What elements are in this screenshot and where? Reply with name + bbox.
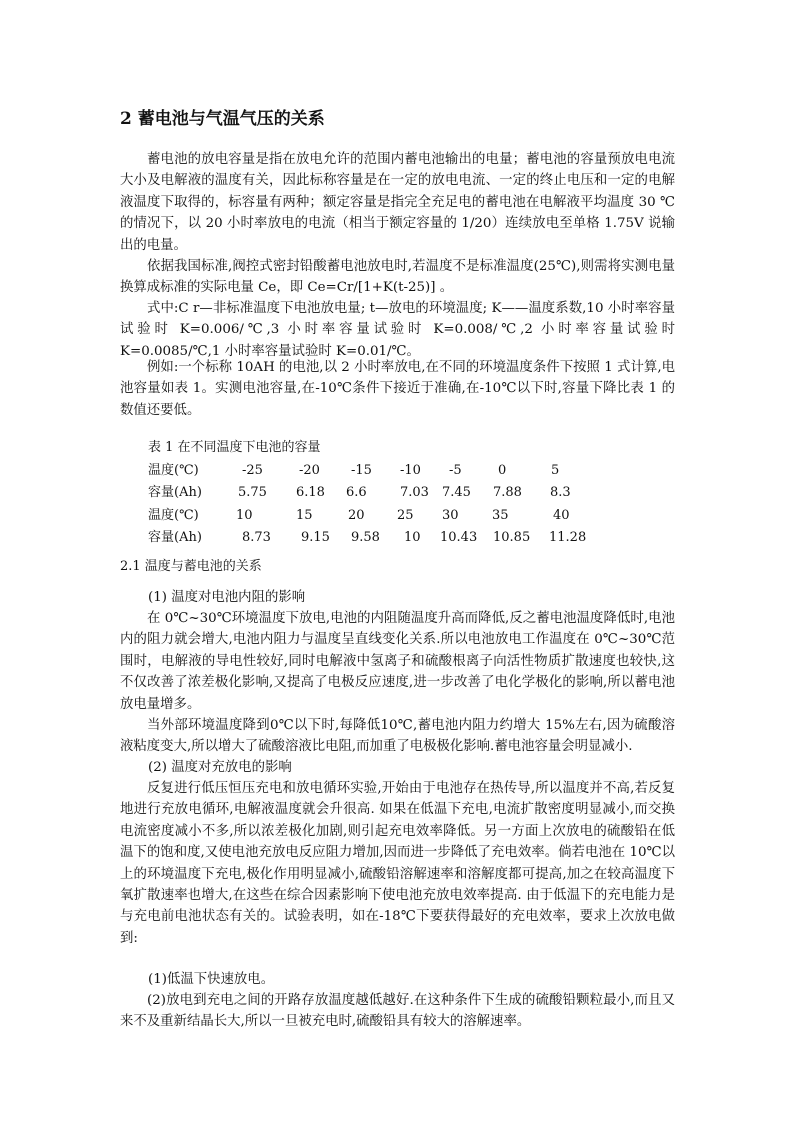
paragraph-formula-explanation: 式中:C r—非标准温度下电池放电量; t—放电的环境温度; K——温度系数,10 小时率容量试验时 K=0.006/℃,3 小时率容量试验时 K=0.008/℃,2 小时率容量试验时 K=0.0085/℃,1 小时率容量试验时 K=0.01/℃。 xyxy=(120,301,675,359)
table-cell: 15 xyxy=(296,507,313,523)
table-cell: 35 xyxy=(492,507,509,523)
section-heading: 2 蓄电池与气温气压的关系 xyxy=(120,109,325,129)
row-label: 容量(Ah) xyxy=(148,485,202,500)
table-cell: 5.75 xyxy=(238,485,267,500)
list-item: (2)放电到充电之间的开路存放温度越低越好.在这种条件下生成的硫酸铅颗粒最小,而且又来不及重新结晶长大,所以一旦被充电时,硫酸铅具有较大的溶解速率。 xyxy=(120,993,675,1030)
table-cell: 25 xyxy=(397,507,414,523)
row-label: 温度(℃) xyxy=(148,462,199,478)
row-label: 温度(℃) xyxy=(148,507,199,523)
paragraph-charge-discharge: 反复进行低压恒压充电和放电循环实验,开始由于电池存在热传导,所以温度并不高,若反复地进行充放电循环,电解液温度就会升很高. 如果在低温下充电,电流扩散密度明显减小,而交换电流密度减小不多,所以浓差极化加剧,则引起充电效率降低。另一方面上次放电的硫酸铅在低温下的饱和度,又使电池充放电反应阻力增加,因而进一步降低了充电效率。倘若电池在 10℃以上的环境温度下充电,极化作用明显减小,硫酸铅溶解速率和溶解度都可提高,加之在较高温度下氧扩散速率也增大,在这些在综合因素影响下使电池充放电效率提高. 由于低温下的充电能力是与充电前电池状态有关的。试验表明，如在-18℃下要获得最好的充电效率，要求上次放电做到: xyxy=(120,781,675,946)
subsection-title: 2.1 温度与蓄电池的关系 xyxy=(120,559,262,574)
table-cell: 0 xyxy=(498,462,507,478)
table-cell: -10 xyxy=(400,462,421,478)
table-cell: -5 xyxy=(449,462,462,478)
table-cell: -15 xyxy=(351,462,372,478)
table-cell: 6.18 xyxy=(296,485,325,500)
table-cell: 7.88 xyxy=(493,485,522,500)
subsection-item-title: (1) 温度对电池内阻的影响 xyxy=(148,590,306,605)
paragraph-low-temperature: 当外部环境温度降到0℃以下时,每降低10℃,蓄电池内阻力约增大 15%左右,因为硫酸溶液粘度变大,所以增大了硫酸溶液比电阻,而加重了电极极化影响.蓄电池容量会明显减小. xyxy=(120,718,675,755)
table-cell: 11.28 xyxy=(549,530,587,545)
table-caption: 表 1 在不同温度下电池的容量 xyxy=(148,440,321,455)
table-cell: 30 xyxy=(442,507,459,523)
table-cell: 5 xyxy=(551,462,560,478)
row-label: 容量(Ah) xyxy=(148,530,202,545)
table-cell: 10.85 xyxy=(493,530,531,545)
table-cell: 6.6 xyxy=(346,485,367,500)
table-cell: 7.03 xyxy=(400,485,429,500)
table-cell: 10 xyxy=(236,507,253,523)
table-cell: 9.15 xyxy=(301,530,330,545)
paragraph-standard-conversion: 依据我国标准,阀控式密封铅酸蓄电池放电时,若温度不是标准温度(25℃),则需将实测电量换算成标准的实际电量 Ce，即 Ce=Cr/[1+K(t-25)] 。 xyxy=(120,259,675,296)
table-cell: 8.3 xyxy=(550,485,571,500)
list-item: (1)低温下快速放电。 xyxy=(148,972,275,987)
table-cell: 20 xyxy=(348,507,365,523)
table-cell: 8.73 xyxy=(242,530,271,545)
table-cell: 7.45 xyxy=(442,485,471,500)
table-cell: -25 xyxy=(242,462,263,478)
table-cell: 40 xyxy=(553,507,570,523)
table-cell: 9.58 xyxy=(351,530,380,545)
table-cell: -20 xyxy=(299,462,320,478)
table-cell: 10.43 xyxy=(440,530,478,545)
paragraph-internal-resistance: 在 0℃~30℃环境温度下放电,电池的内阻随温度升高而降低,反之蓄电池温度降低时,电池内的阻力就会增大,电池内阻力与温度呈直线变化关系.所以电池放电工作温度在 0℃~30℃范围时，电解液的导电性较好,同时电解液中氢离子和硫酸根离子向活性物质扩散速度也较快,这不仅改善了浓差极化影响,又提高了电极反应速度,进一步改善了电化学极化的影响,所以蓄电池放电量增多。 xyxy=(120,611,675,712)
paragraph-example: 例如:一个标称 10AH 的电池,以 2 小时率放电,在不同的环境温度条件下按照 1 式计算,电池容量如表 1。实测电池容量,在-10℃条件下接近于准确,在-10℃以下时,容量下降比表 1 的数值还要低。 xyxy=(120,360,675,418)
paragraph-capacity-definition: 蓄电池的放电容量是指在放电允许的范围内蓄电池输出的电量；蓄电池的容量预放电电流大小及电解液的温度有关，因此标称容量是在一定的放电电流、一定的终止电压和一定的电解液温度下取得的，标容量有两种；额定容量是指完全充足电的蓄电池在电解液平均温度 30 ℃的情况下，以 20 小时率放电的电流（相当于额定容量的 1/20）连续放电至单格 1.75V 说输出的电量。 xyxy=(120,152,675,253)
table-cell: 10 xyxy=(404,530,421,545)
subsection-item-title: (2) 温度对充放电的影响 xyxy=(148,760,292,775)
